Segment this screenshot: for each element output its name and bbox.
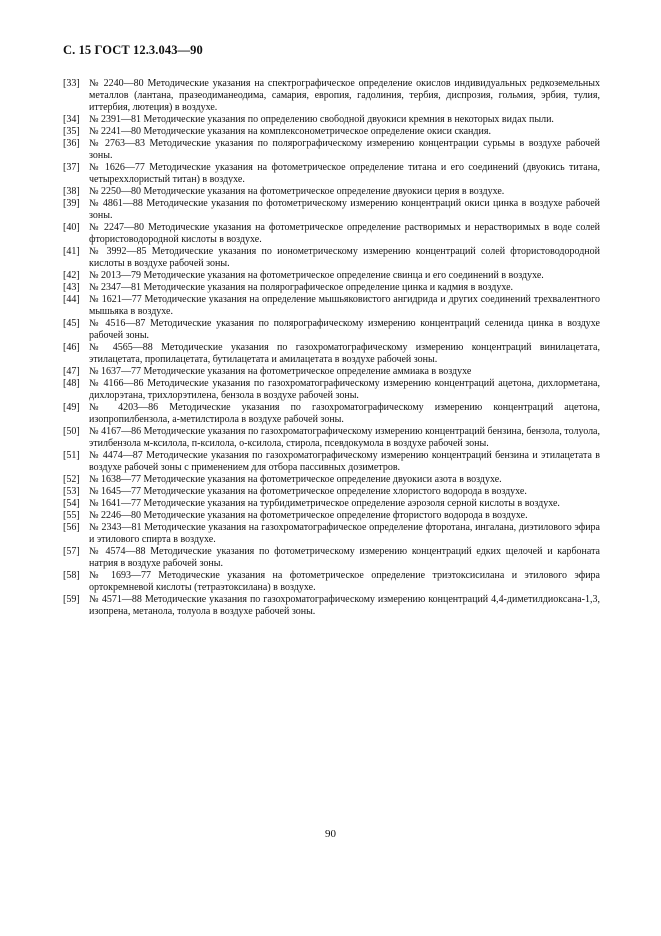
reference-text: № 2250—80 Методические указания на фотометрическое определение двуокиси церия в воздухе. xyxy=(89,186,505,197)
reference-item xyxy=(63,570,600,594)
reference-item xyxy=(63,546,600,570)
reference-text: № 4516—87 Методические указания по полярографическому измерению концентраций селенида цинка в воздухе рабочей зоны. xyxy=(89,318,600,341)
reference-text: № 1645—77 Методические указания на фотометрическое определение хлористого водорода в воздухе. xyxy=(89,486,527,497)
reference-text: № 2241—80 Методические указания на комплексонометрическое определение окиси скандия. xyxy=(89,126,491,137)
reference-number: [45] xyxy=(63,318,80,329)
reference-text: № 4203—86 Методические указания по газохроматографическому измерению концентраций ацетона, изопропилбензола, а-метилстирола в воздухе рабочей зоны. xyxy=(89,402,600,425)
reference-text: № 2013—79 Методические указания на фотометрическое определение свинца и его соединений в воздухе. xyxy=(89,270,544,281)
reference-number: [36] xyxy=(63,138,80,149)
reference-item xyxy=(63,294,600,318)
reference-number: [43] xyxy=(63,282,80,293)
reference-text: № 2391—81 Методические указания по определению свободной двуокиси кремния в некоторых видах пыли. xyxy=(89,114,554,125)
reference-item xyxy=(63,162,600,186)
reference-item xyxy=(63,282,600,294)
page-header: С. 15 ГОСТ 12.3.043—90 xyxy=(63,43,203,57)
reference-number: [35] xyxy=(63,126,80,137)
reference-item xyxy=(63,474,600,486)
reference-text: № 2347—81 Методические указания на полярографическое определение цинка и кадмия в воздухе. xyxy=(89,282,514,293)
reference-text: № 4861—88 Методические указания по фотометрическому измерению концентраций окиси цинка в воздухе рабочей зоны. xyxy=(89,198,600,221)
reference-text: № 1621—77 Методические указания на определение мышьяковистого ангидрида и других соединений трехвалентного мышьяка в воздухе. xyxy=(89,294,600,317)
reference-number: [41] xyxy=(63,246,80,257)
reference-text: № 4166—86 Методические указания по газохроматографическому измерению концентраций ацетона, дихлорметана, дихлорэтана, трихлорэтилена, бензола в воздухе рабочей зоны. xyxy=(89,378,600,401)
reference-text: № 4571—88 Методические указания по газохроматографическому измерению концентраций 4,4-диметилдиоксана-1,3, изопрена, метанола, толуола в воздухе рабочей зоны. xyxy=(89,594,600,617)
reference-number: [34] xyxy=(63,114,80,125)
reference-number: [55] xyxy=(63,510,80,521)
reference-item xyxy=(63,138,600,162)
reference-text: № 2247—80 Методические указания на фотометрическое определение растворимых и нерастворимых в воде солей фтористоводородной кислоты в воздухе. xyxy=(89,222,600,245)
reference-text: № 2246—80 Методические указания на фотометрическое определение фтористого водорода в воздухе. xyxy=(89,510,528,521)
reference-number: [49] xyxy=(63,402,80,413)
reference-text: № 1693—77 Методические указания на фотометрическое определение триэтоксисилана и этилового эфира ортокремневой кислоты (тетраэтоксилана) в воздухе. xyxy=(89,570,600,593)
reference-text: № 2240—80 Методические указания на спектрографическое определение окислов индивидуальных редкоземельных металлов (лантана, празеодиманеодима, самария, европия, гадолиния, тербия, диспрозия, гольмия, эрбия, тулия, иттербия, лютеция) в воздухе. xyxy=(89,78,600,113)
reference-item xyxy=(63,186,600,198)
reference-item xyxy=(63,498,600,510)
reference-item xyxy=(63,318,600,342)
reference-text: № 1637—77 Методические указания на фотометрическое определение аммиака в воздухе xyxy=(89,366,472,377)
reference-item xyxy=(63,78,600,114)
reference-item xyxy=(63,522,600,546)
reference-number: [56] xyxy=(63,522,80,533)
reference-list xyxy=(63,78,600,618)
reference-number: [37] xyxy=(63,162,80,173)
reference-item xyxy=(63,126,600,138)
reference-text: № 2763—83 Методические указания по полярографическому измерению концентрации сурьмы в воздухе рабочей зоны. xyxy=(89,138,600,161)
reference-number: [58] xyxy=(63,570,80,581)
reference-number: [39] xyxy=(63,198,80,209)
page-number: 90 xyxy=(325,828,336,840)
reference-item xyxy=(63,270,600,282)
reference-item xyxy=(63,486,600,498)
reference-number: [51] xyxy=(63,450,80,461)
reference-item xyxy=(63,222,600,246)
reference-number: [42] xyxy=(63,270,80,281)
reference-text: № 1638—77 Методические указания на фотометрическое определение двуокиси азота в воздухе. xyxy=(89,474,502,485)
reference-text: № 4474—87 Методические указания по газохроматографическому измерению концентраций бензина и этилацетата в воздухе рабочей зоны с применением для отбора пассивных дозиметров. xyxy=(89,450,600,473)
reference-item xyxy=(63,114,600,126)
reference-number: [59] xyxy=(63,594,80,605)
reference-text: № 4565—88 Методические указания по газохроматографическому измерению концентраций винилацетата, этилацетата, пропилацетата, бутилацетата и амилацетата в воздухе рабочей зоны. xyxy=(89,342,600,365)
reference-number: [46] xyxy=(63,342,80,353)
reference-item xyxy=(63,366,600,378)
reference-text: № 4167—86 Методические указания по газохроматографическому измерению концентраций бензина, бензола, толуола, этилбензола м-ксилола, п-ксилола, о-ксилола, стирола, псевдокумола в воздухе рабочей зоны. xyxy=(89,426,600,449)
reference-item xyxy=(63,342,600,366)
reference-number: [44] xyxy=(63,294,80,305)
reference-item xyxy=(63,378,600,402)
reference-number: [52] xyxy=(63,474,80,485)
reference-number: [38] xyxy=(63,186,80,197)
reference-number: [57] xyxy=(63,546,80,557)
reference-item xyxy=(63,510,600,522)
reference-item xyxy=(63,246,600,270)
reference-number: [54] xyxy=(63,498,80,509)
reference-number: [48] xyxy=(63,378,80,389)
reference-text: № 3992—85 Методические указания по ионометрическому измерению концентраций солей фтористоводородной кислоты в воздухе рабочей зоны. xyxy=(89,246,600,269)
reference-text: № 1641—77 Методические указания на турбидиметрическое определение аэрозоля серной кислоты в воздухе. xyxy=(89,498,560,509)
reference-item xyxy=(63,594,600,618)
reference-number: [53] xyxy=(63,486,80,497)
reference-text: № 2343—81 Методические указания на газохроматографическое определение фторотана, ингалана, диэтилового эфира и этилового спирта в воздухе. xyxy=(89,522,600,545)
reference-number: [33] xyxy=(63,78,80,89)
reference-number: [47] xyxy=(63,366,80,377)
reference-item xyxy=(63,426,600,450)
reference-text: № 4574—88 Методические указания по фотометрическому измерению концентраций едких щелочей и карбоната натрия в воздухе рабочей зоны. xyxy=(89,546,600,569)
reference-item xyxy=(63,198,600,222)
reference-item xyxy=(63,450,600,474)
reference-number: [50] xyxy=(63,426,80,437)
reference-text: № 1626—77 Методические указания на фотометрическое определение титана и его соединений (двуокись титана, четыреххлористый титан) в воздухе. xyxy=(89,162,600,185)
reference-item xyxy=(63,402,600,426)
reference-number: [40] xyxy=(63,222,80,233)
